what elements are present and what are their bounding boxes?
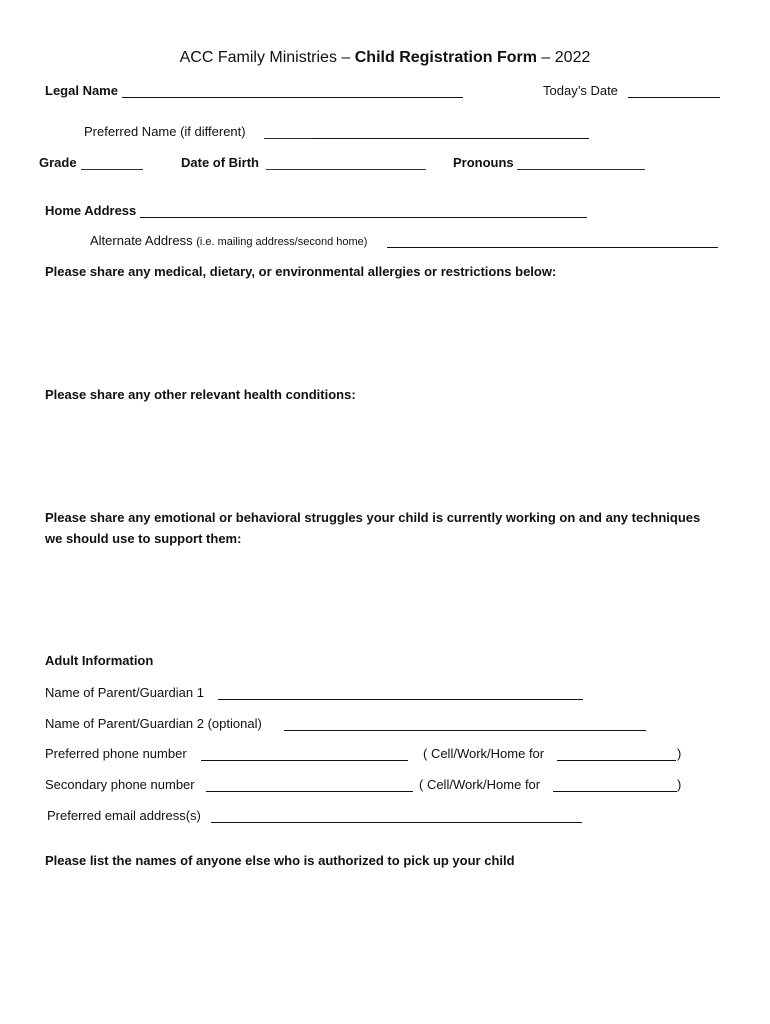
legal-name-field[interactable] bbox=[122, 83, 463, 98]
health-question: Please share any other relevant health conditions: bbox=[45, 387, 356, 402]
phone1-field[interactable] bbox=[201, 746, 408, 761]
phone2-type-field[interactable] bbox=[553, 777, 677, 792]
alt-address-field[interactable] bbox=[387, 233, 718, 248]
grade-label: Grade bbox=[39, 155, 77, 170]
phone1-type-field[interactable] bbox=[557, 746, 676, 761]
form-title bbox=[0, 49, 770, 67]
phone1-close-paren: ) bbox=[677, 746, 682, 761]
dob-label: Date of Birth bbox=[181, 155, 259, 170]
title-prefix: ACC Family Ministries – bbox=[179, 49, 355, 66]
allergies-question: Please share any medical, dietary, or environmental allergies or restrictions below: bbox=[45, 264, 557, 279]
alt-address-label bbox=[90, 233, 367, 248]
emotional-question-line2: we should use to support them: bbox=[45, 531, 242, 546]
emotional-question-line1: Please share any emotional or behavioral struggles your child is currently working on and any techniques bbox=[45, 510, 701, 525]
guardian1-field[interactable] bbox=[218, 685, 583, 700]
email-field[interactable] bbox=[211, 808, 582, 823]
email-label: Preferred email address(s) bbox=[47, 808, 201, 823]
phone2-label: Secondary phone number bbox=[45, 777, 195, 792]
home-address-field[interactable] bbox=[140, 203, 587, 218]
adult-info-heading: Adult Information bbox=[45, 653, 154, 668]
phone2-field[interactable] bbox=[206, 777, 413, 792]
legal-name-label: Legal Name bbox=[45, 83, 118, 98]
guardian2-label: Name of Parent/Guardian 2 (optional) bbox=[45, 716, 262, 731]
dob-field[interactable] bbox=[266, 155, 426, 170]
title-year: – 2022 bbox=[536, 49, 591, 66]
preferred-name-field[interactable] bbox=[312, 124, 589, 139]
pronouns-field[interactable] bbox=[517, 155, 645, 170]
home-address-label: Home Address bbox=[45, 203, 137, 218]
phone1-type-label: ( Cell/Work/Home for bbox=[423, 746, 545, 761]
phone2-close-paren: ) bbox=[677, 777, 682, 792]
guardian2-field[interactable] bbox=[284, 716, 646, 731]
pronouns-label: Pronouns bbox=[453, 155, 514, 170]
phone1-label: Preferred phone number bbox=[45, 746, 187, 761]
preferred-name-label: Preferred Name (if different) bbox=[84, 124, 246, 139]
pickup-question: Please list the names of anyone else who is authorized to pick up your child bbox=[45, 853, 515, 868]
guardian1-label: Name of Parent/Guardian 1 bbox=[45, 685, 204, 700]
phone2-type-label: ( Cell/Work/Home for bbox=[419, 777, 541, 792]
alt-address-hint: (i.e. mailing address/second home) bbox=[196, 236, 368, 248]
alt-address-text: Alternate Address bbox=[90, 233, 193, 248]
grade-field[interactable] bbox=[81, 155, 143, 170]
title-bold: Child Registration Form bbox=[354, 49, 537, 66]
todays-date-label: Today’s Date bbox=[543, 83, 618, 98]
preferred-name-field-lead[interactable] bbox=[264, 124, 312, 139]
todays-date-field[interactable] bbox=[628, 83, 720, 98]
